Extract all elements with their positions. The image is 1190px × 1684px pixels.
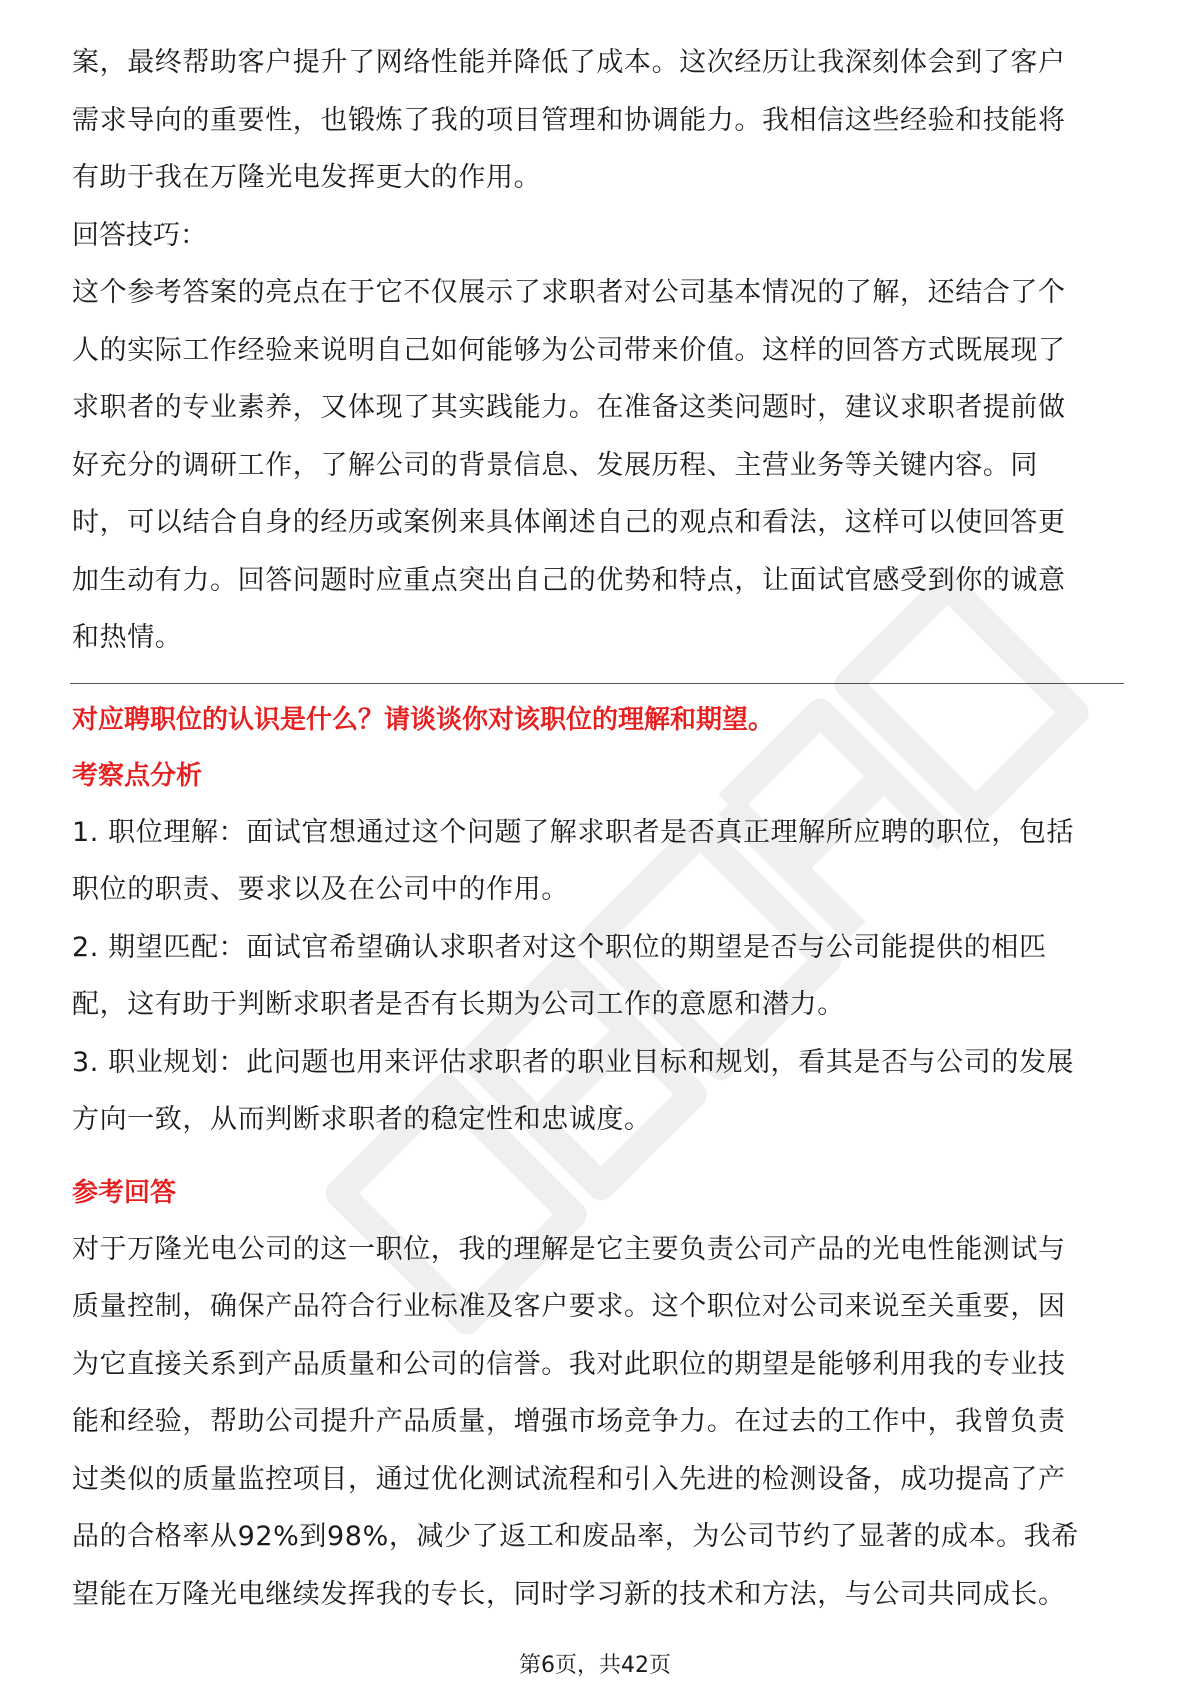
text-line: 人的实际工作经验来说明自己如何能够为公司带来价值。这样的回答方式既展现了 [72, 334, 1066, 366]
text-line: 对于万隆光电公司的这一职位，我的理解是它主要负责公司产品的光电性能测试与 [72, 1233, 1066, 1265]
page-footer: 第6页，共42页 [519, 1653, 671, 1678]
document-page [72, 34, 1122, 1623]
text-line: 2. 期望匹配：面试官希望确认求职者对这个职位的期望是否与公司能提供的相匹 [72, 931, 1047, 963]
text-line: 能和经验，帮助公司提升产品质量，增强市场竞争力。在过去的工作中，我曾负责 [72, 1406, 1066, 1437]
text-line: 求职者的专业素养，又体现了其实践能力。在准备这类问题时，建议求职者提前做 [72, 392, 1066, 423]
text-line: 这个参考答案的亮点在于它不仅展示了求职者对公司基本情况的了解，还结合了个 [72, 277, 1066, 308]
question-heading: 对应聘职位的认识是什么？请谈谈你对该职位的理解和期望。 [72, 704, 775, 735]
analysis-body [72, 804, 1122, 1149]
text-line: 案，最终帮助客户提升了网络性能并降低了成本。这次经历让我深刻体会到了客户 [72, 47, 1066, 78]
reference-body [72, 1221, 1122, 1624]
tips-body [72, 264, 1122, 667]
text-line: 加生动有力。回答问题时应重点突出自己的优势和特点，让面试官感受到你的诚意 [72, 564, 1066, 596]
text-line: 时，可以结合自身的经历或案例来具体阐述自己的观点和看法，这样可以使回答更 [72, 507, 1066, 538]
text-line: 方向一致，从而判断求职者的稳定性和忠诚度。 [72, 1104, 652, 1135]
analysis-title: 考察点分析 [72, 760, 203, 791]
text-line: 3. 职业规划：此问题也用来评估求职者的职业目标和规划，看其是否与公司的发展 [72, 1046, 1075, 1078]
text-line: 品的合格率从92%到98%，减少了返工和废品率，为公司节约了显著的成本。我希 [72, 1521, 1079, 1552]
text-line: 和热情。 [72, 622, 183, 653]
text-line: 配，这有助于判断求职者是否有长期为公司工作的意愿和潜力。 [72, 989, 845, 1020]
text-line: 过类似的质量监控项目，通过优化测试流程和引入先进的检测设备，成功提高了产 [72, 1463, 1066, 1495]
tips-label: 回答技巧： [72, 219, 207, 251]
text-line: 1. 职位理解：面试官想通过这个问题了解求职者是否真正理解所应聘的职位，包括 [72, 816, 1075, 848]
text-line: 需求导向的重要性，也锻炼了我的项目管理和协调能力。我相信这些经验和技能将 [72, 104, 1066, 136]
text-line: 有助于我在万隆光电发挥更大的作用。 [72, 162, 542, 193]
text-line: 质量控制，确保产品符合行业标准及客户要求。这个职位对公司来说至关重要，因 [72, 1291, 1066, 1322]
text-line: 为它直接关系到产品质量和公司的信誉。我对此职位的期望是能够利用我的专业技 [72, 1348, 1066, 1380]
text-line: 职位的职责、要求以及在公司中的作用。 [72, 874, 569, 905]
text-line: 望能在万隆光电继续发挥我的专长，同时学习新的技术和方法，与公司共同成长。 [72, 1578, 1066, 1610]
top-answer [72, 34, 1122, 207]
text-line: 好充分的调研工作，了解公司的背景信息、发展历程、主营业务等关键内容。同 [72, 449, 1038, 481]
section-divider [70, 683, 1124, 684]
reference-title: 参考回答 [72, 1177, 177, 1208]
